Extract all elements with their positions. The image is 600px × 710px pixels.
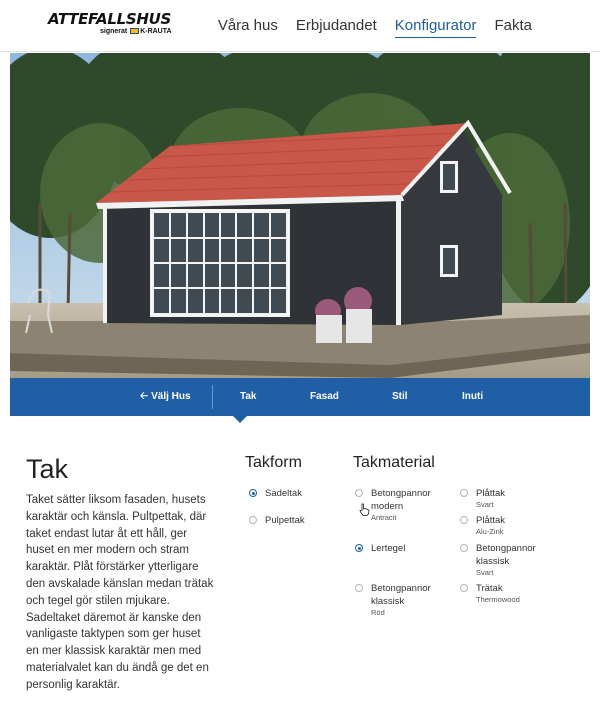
logo-tagline: signerat K-RAUTA — [100, 28, 172, 35]
tab-tak[interactable]: Tak — [240, 391, 257, 402]
tab-inuti[interactable]: Inuti — [462, 391, 484, 402]
hand-cursor-icon — [359, 503, 370, 516]
radio-icon[interactable] — [355, 489, 363, 497]
radio-icon[interactable] — [249, 516, 257, 524]
main-nav — [218, 17, 532, 38]
nav-erbjudandet[interactable]: Erbjudandet — [295, 17, 377, 34]
radio-icon[interactable] — [460, 516, 468, 524]
section-description: Taket sätter liksom fasaden, husets karaktär och känsla. Pultpettak, där taket endast lutar åt ett håll, ger huset en mer modern och stram karaktär. Plåt förstärker ytterligare den avskalade känslan medan trätak och tegel gör stilen mjukare. Sadeltaket däremot är kanske den vanligaste taktypen som ger huset en mer klassisk karaktär men med materialvalet kan du ändå ge det en personlig karaktär. — [26, 494, 214, 691]
nav-konfigurator[interactable]: Konfigurator — [395, 17, 477, 38]
attefallshus-logo[interactable] — [48, 10, 178, 40]
arrow-left-icon: 🡠 — [140, 391, 149, 402]
radio-icon[interactable] — [460, 584, 468, 592]
nav-vara-hus[interactable]: Våra hus — [217, 17, 278, 34]
site-header — [0, 0, 600, 52]
tab-fasad[interactable]: Fasad — [310, 391, 339, 402]
radio-checked-icon[interactable] — [249, 489, 257, 497]
takform-heading: Takform — [245, 454, 302, 471]
configurator-tab-bar — [10, 378, 590, 416]
house-preview-image — [10, 53, 590, 378]
section-title: Tak — [26, 454, 69, 484]
active-tab-indicator — [233, 416, 247, 423]
k-rauta-badge-icon — [130, 28, 139, 34]
radio-checked-icon[interactable] — [355, 544, 363, 552]
takmaterial-heading: Takmaterial — [353, 454, 435, 471]
logo-wordmark: ATTEFALLSHUS — [48, 10, 172, 28]
radio-icon[interactable] — [460, 489, 468, 497]
tab-stil[interactable]: Stil — [392, 391, 408, 402]
radio-icon[interactable] — [460, 544, 468, 552]
radio-icon[interactable] — [355, 584, 363, 592]
nav-fakta[interactable]: Fakta — [494, 17, 532, 34]
back-to-houses-button[interactable]: 🡠 Välj Hus — [140, 391, 191, 402]
tab-divider — [212, 385, 213, 409]
